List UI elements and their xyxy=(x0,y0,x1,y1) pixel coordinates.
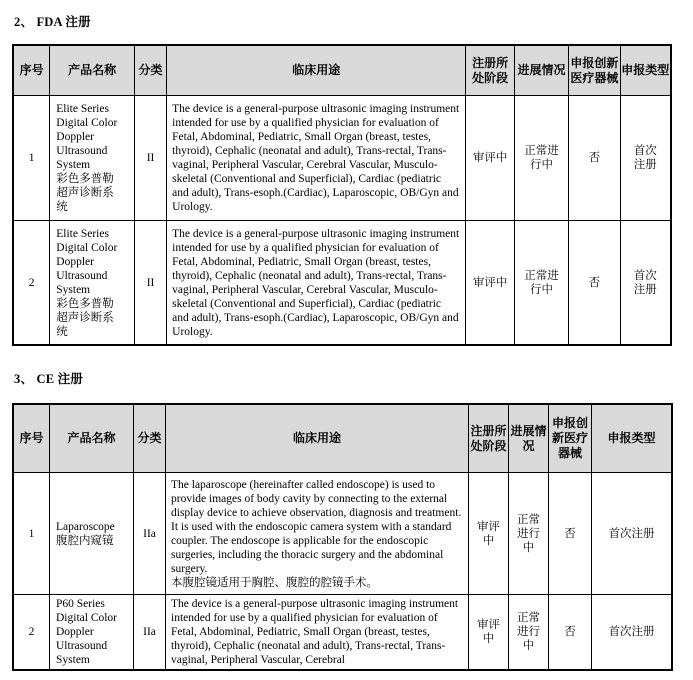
header-class: 分类 xyxy=(134,46,166,96)
fda-table xyxy=(13,45,671,345)
header-index: 序号 xyxy=(14,46,50,96)
row-stage: 审评中 xyxy=(466,96,514,221)
row-stage: 审评中 xyxy=(469,473,509,595)
header-progress: 进展情况 xyxy=(509,405,549,473)
header-innovative: 申报创新医疗器械 xyxy=(549,405,592,473)
row-type: 首次注册 xyxy=(620,96,670,221)
ce-section-title: 3、 CE 注册 xyxy=(14,372,83,386)
row-class: IIa xyxy=(134,473,166,595)
ce-table xyxy=(13,404,672,670)
row-type: 首次注册 xyxy=(620,221,670,345)
row-class: II xyxy=(134,221,166,345)
row-class: IIa xyxy=(134,595,166,670)
row-product: Elite Series Digital Color Doppler Ultrasound System 彩色多普勒 超声诊断系 统 xyxy=(50,96,135,221)
header-type: 申报类型 xyxy=(592,405,672,473)
row-innovative: 否 xyxy=(549,473,592,595)
fda-header-row xyxy=(14,46,671,96)
header-product: 产品名称 xyxy=(50,46,135,96)
header-stage: 注册所处阶段 xyxy=(466,46,514,96)
row-index: 1 xyxy=(14,96,50,221)
row-progress: 正常进行中 xyxy=(509,595,549,670)
row-stage: 审评中 xyxy=(469,595,509,670)
row-class: II xyxy=(134,96,166,221)
row-index: 2 xyxy=(14,595,50,670)
header-innovative: 申报创新医疗器械 xyxy=(569,46,620,96)
row-usage: The device is a general-purpose ultrasonic imaging instrument intended for use by a qualified physician for evaluation of Fetal, Abdominal, Pediatric, Small Organ (breast, testes, thyroid), Cephalic (neonatal and adult), Trans-rectal, Trans-vaginal, Peripheral Vascular, Cerebral Vascular, Musculo-skeletal (Conventional and Superficial), Cardiac (pediatric and adult), Trans-esoph.(Cardiac), Laparoscopic, OB/Gyn and Urology. xyxy=(167,96,466,221)
header-index: 序号 xyxy=(14,405,50,473)
row-type: 首次注册 xyxy=(592,595,672,670)
row-progress: 正常进行中 xyxy=(509,473,549,595)
row-usage: The laparoscope (hereinafter called endoscope) is used to provide images of body cavity by connecting to the external display device to achieve observation, diagnosis and treatment. It is used with the endoscopic camera system with a standard coupler. The endoscope is applicable for the endoscopic surgeries, including the thoracic surgery and the abdominal surgery. 本腹腔镜适用于胸腔、腹腔的腔镜手术。 xyxy=(166,473,469,595)
ce-header-row xyxy=(14,405,672,473)
table-row xyxy=(14,96,671,221)
row-progress: 正常进行中 xyxy=(514,96,568,221)
row-product: P60 Series Digital Color Doppler Ultrasound System xyxy=(50,595,134,670)
row-usage: The device is a general-purpose ultrasonic imaging instrument intended for use by a qualified physician for evaluation of Fetal, Abdominal, Pediatric, Small Organ (breast, testes, thyroid), Cephalic (neonatal and adult), Trans-rectal, Trans-vaginal, Peripheral Vascular, Cerebral Vascular, Musculo-skeletal (Conventional and Superficial), Cardiac (pediatric and adult), Trans-esoph.(Cardiac), Laparoscopic, OB/Gyn and Urology. xyxy=(167,221,466,345)
row-stage: 审评中 xyxy=(466,221,514,345)
header-progress: 进展情况 xyxy=(514,46,568,96)
header-class: 分类 xyxy=(134,405,166,473)
row-innovative: 否 xyxy=(549,595,592,670)
table-row xyxy=(14,595,672,670)
header-type: 申报类型 xyxy=(620,46,670,96)
row-innovative: 否 xyxy=(569,96,620,221)
row-product: Laparoscope 腹腔内窥镜 xyxy=(50,473,134,595)
row-type: 首次注册 xyxy=(592,473,672,595)
header-product: 产品名称 xyxy=(50,405,134,473)
header-usage: 临床用途 xyxy=(167,46,466,96)
row-index: 2 xyxy=(14,221,50,345)
fda-section-title: 2、 FDA 注册 xyxy=(14,15,91,29)
table-row xyxy=(14,473,672,595)
row-usage: The device is a general-purpose ultrasonic imaging instrument intended for use by a qualified physician for evaluation of Fetal, Abdominal, Pediatric, Small Organ (breast, testes, thyroid), Cephalic (neonatal and adult), Trans-rectal, Trans-vaginal, Peripheral Vascular, Cerebral xyxy=(166,595,469,670)
row-index: 1 xyxy=(14,473,50,595)
header-usage: 临床用途 xyxy=(166,405,469,473)
row-innovative: 否 xyxy=(569,221,620,345)
table-row xyxy=(14,221,671,345)
row-product: Elite Series Digital Color Doppler Ultrasound System 彩色多普勒 超声诊断系 统 xyxy=(50,221,135,345)
row-progress: 正常进行中 xyxy=(514,221,568,345)
header-stage: 注册所处阶段 xyxy=(469,405,509,473)
